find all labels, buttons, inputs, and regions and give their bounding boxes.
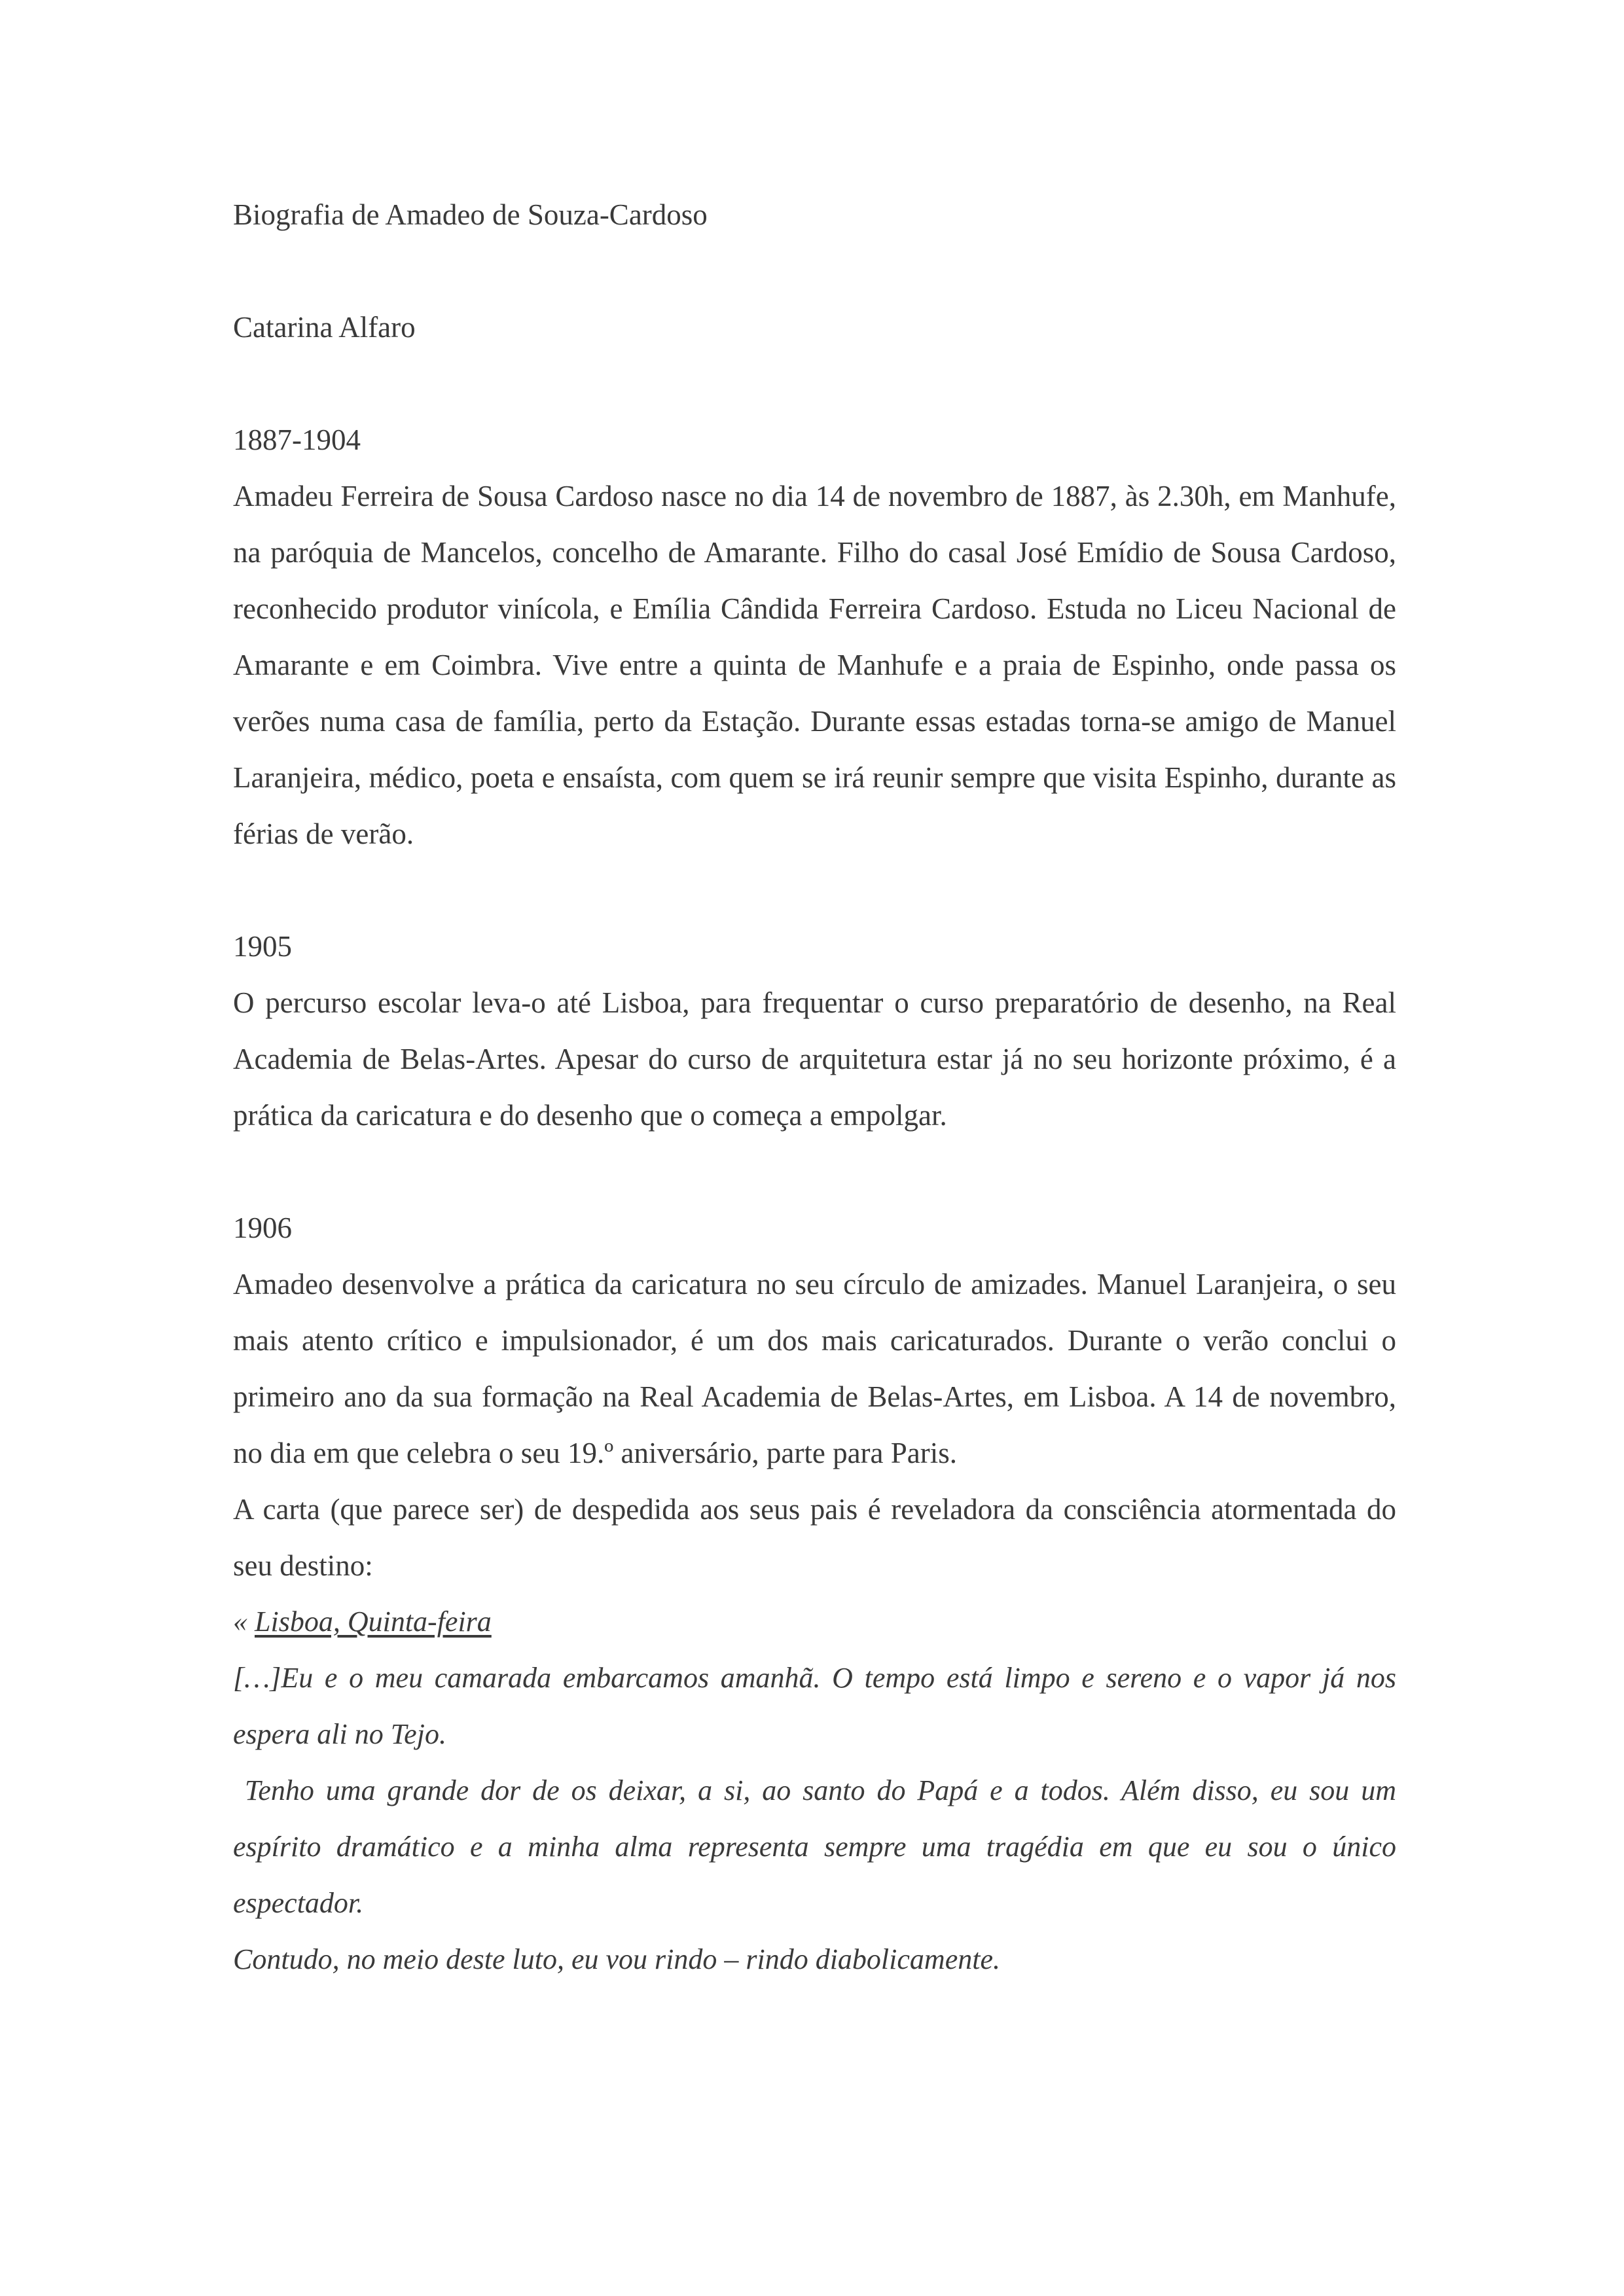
section-paragraph: Amadeu Ferreira de Sousa Cardoso nasce no dia 14 de novembro de 1887, às 2.30h, em Manhufe, na paróquia de Mancelos, concelho de Amarante. Filho do casal José Emídio de Sousa Cardoso, reconhecido produtor vinícola, e Emília Cândida Ferreira Cardoso. Estuda no Liceu Nacional de Amarante e em Coimbra. Vive entre a quinta de Manhufe e a praia de Espinho, onde passa os verões numa casa de família, perto da Estação. Durante essas estadas torna-se amigo de Manuel Laranjeira, médico, poeta e ensaísta, com quem se irá reunir sempre que visita Espinho, durante as férias de verão. — [233, 480, 1396, 850]
letter-line: […]Eu e o meu camarada embarcamos amanhã. O tempo está limpo e sereno e o vapor já nos espera ali no Tejo. — [233, 1662, 1396, 1750]
spacer — [233, 243, 1396, 299]
section-year: 1887-1904 — [233, 423, 361, 456]
letter-opening — [233, 1594, 1396, 1650]
spacer — [233, 862, 1396, 918]
document-title: Biografia de Amadeo de Souza-Cardoso — [233, 198, 708, 231]
document-author: Catarina Alfaro — [233, 311, 416, 344]
section-paragraph: A carta (que parece ser) de despedida aos seus pais é reveladora da consciência atormentada do seu destino: — [233, 1493, 1396, 1582]
document-page — [233, 187, 1403, 1988]
letter-line: Contudo, no meio deste luto, eu vou rindo – rindo diabolicamente. — [233, 1943, 1000, 1975]
section-paragraph: O percurso escolar leva-o até Lisboa, para frequentar o curso preparatório de desenho, na Real Academia de Belas-Artes. Apesar do curso de arquitetura estar já no seu horizonte próximo, é a prática da caricatura e do desenho que o começa a empolgar. — [233, 986, 1396, 1132]
section-year: 1905 — [233, 930, 292, 963]
letter-place-date: Lisboa, Quinta-feira — [255, 1605, 492, 1638]
spacer — [233, 1143, 1396, 1200]
section-paragraph: Amadeo desenvolve a prática da caricatura no seu círculo de amizades. Manuel Laranjeira, o seu mais atento crítico e impulsionador, é um dos mais caricaturados. Durante o verão conclui o primeiro ano da sua formação na Real Academia de Belas-Artes, em Lisboa. A 14 de novembro, no dia em que celebra o seu 19.º aniversário, parte para Paris. — [233, 1268, 1396, 1469]
letter-line: Tenho uma grande dor de os deixar, a si, ao santo do Papá e a todos. Além disso, eu sou um espírito dramático e a minha alma representa sempre uma tragédia em que eu sou o único espectador. — [233, 1774, 1403, 1919]
section-year: 1906 — [233, 1211, 292, 1244]
letter-opening-prefix: « — [233, 1605, 255, 1638]
spacer — [233, 355, 1396, 412]
